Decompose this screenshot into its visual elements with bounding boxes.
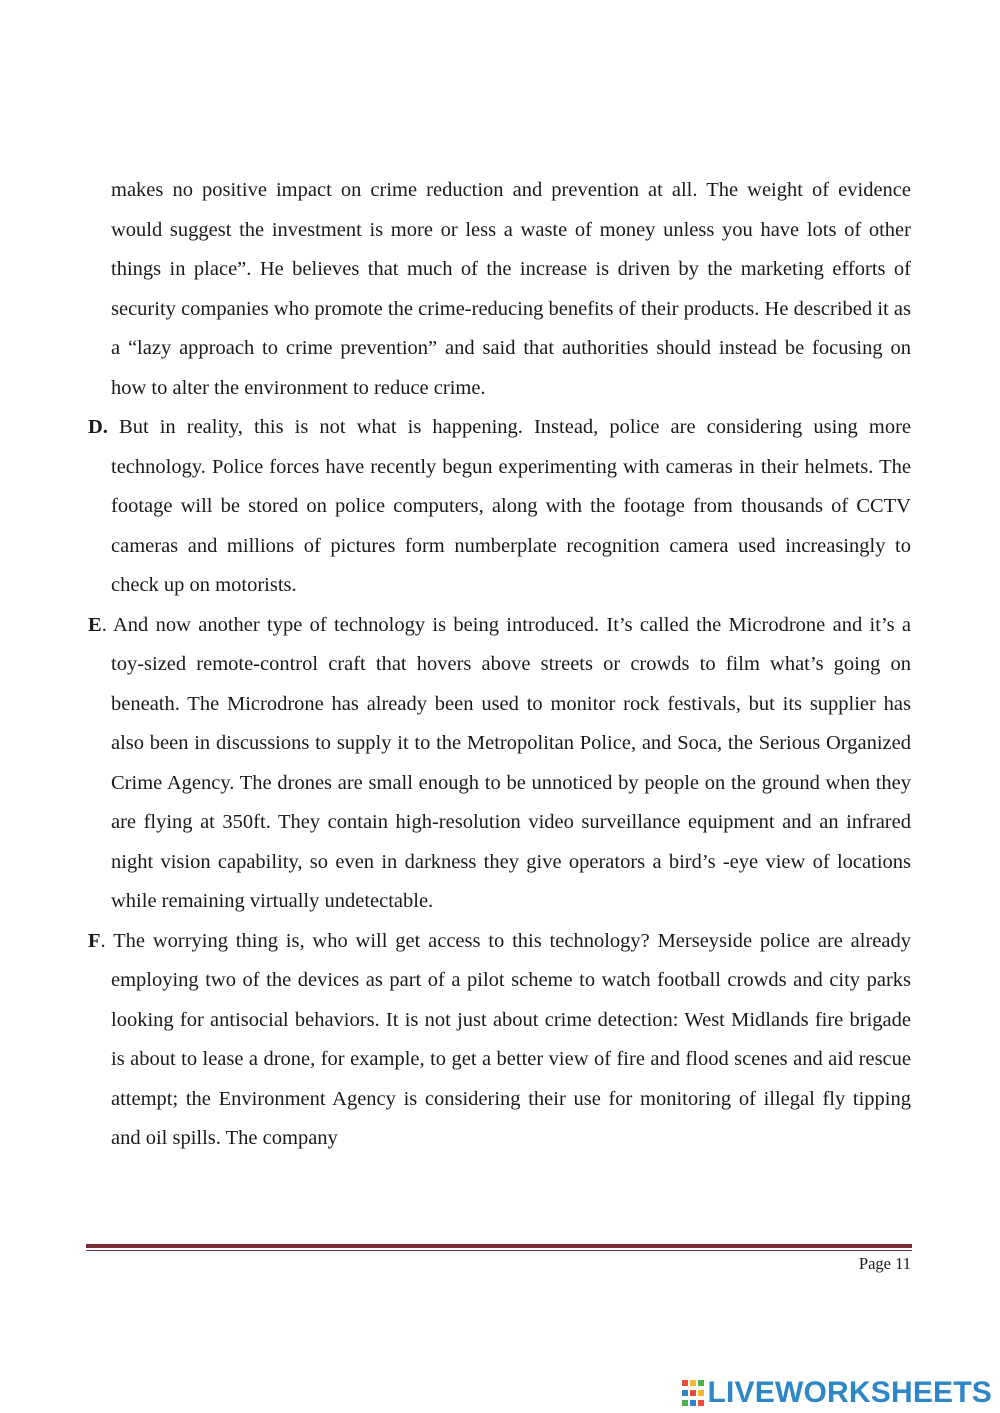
liveworksheets-brand (682, 1376, 993, 1410)
paragraph-e (88, 606, 911, 922)
liveworksheets-logo-icon (682, 1380, 704, 1406)
paragraph-text: . And now another type of technology is being introduced. It’s called the Microdrone and it’s a toy-sized remote-control craft that hovers above streets or crowds to film what’s going on beneath. The Microdrone has already been used to monitor rock festivals, but its supplier has also been in discussions to supply it to the Metropolitan Police, and Soca, the Serious Organized Crime Agency. The drones are small enough to be unnoticed by people on the ground when they are flying at 350ft. They contain high-resolution video surveillance equipment and an infrared night vision capability, so even in darkness they give operators a bird’s -eye view of locations while remaining virtually undetectable. (101, 613, 911, 912)
paragraph-f (88, 922, 911, 1159)
paragraph-text: makes no positive impact on crime reduction and prevention at all. The weight of evidence would suggest the investment is more or less a waste of money unless you have lots of other things in place”. He believes that much of the increase is driven by the marketing efforts of security companies who promote the crime-reducing benefits of their products. He described it as a “lazy approach to crime prevention” and said that authorities should instead be focusing on how to alter the environment to reduce crime. (111, 179, 911, 399)
paragraph-text: . The worrying thing is, who will get access to this technology? Merseyside police are already employing two of the devices as part of a pilot scheme to watch football crowds and city parks looking for antisocial behaviors. It is not just about crime detection: West Midlands fire brigade is about to lease a drone, for example, to get a better view of fire and flood scenes and aid rescue attempt; the Environment Agency is considering their use for monitoring of illegal fly tipping and oil spills. The company (100, 929, 911, 1149)
paragraph-letter: E (88, 613, 102, 636)
paragraph-d (88, 408, 911, 606)
paragraph-continuation (88, 171, 911, 408)
document-body (88, 171, 911, 1159)
page-number: Page 11 (858, 1254, 911, 1273)
footer-divider-thin (86, 1250, 912, 1251)
paragraph-letter: F (88, 929, 101, 952)
footer-divider-thick (86, 1244, 912, 1248)
paragraph-letter: D. (88, 416, 108, 438)
liveworksheets-wordmark: LIVEWORKSHEETS (707, 1376, 992, 1409)
paragraph-text: But in reality, this is not what is happening. Instead, police are considering using more technology. Police forces have recently begun experimenting with cameras in their helmets. The footage will be stored on police computers, along with the footage from thousands of CCTV cameras and millions of pictures form numberplate recognition camera used increasingly to check up on motorists. (107, 416, 911, 596)
